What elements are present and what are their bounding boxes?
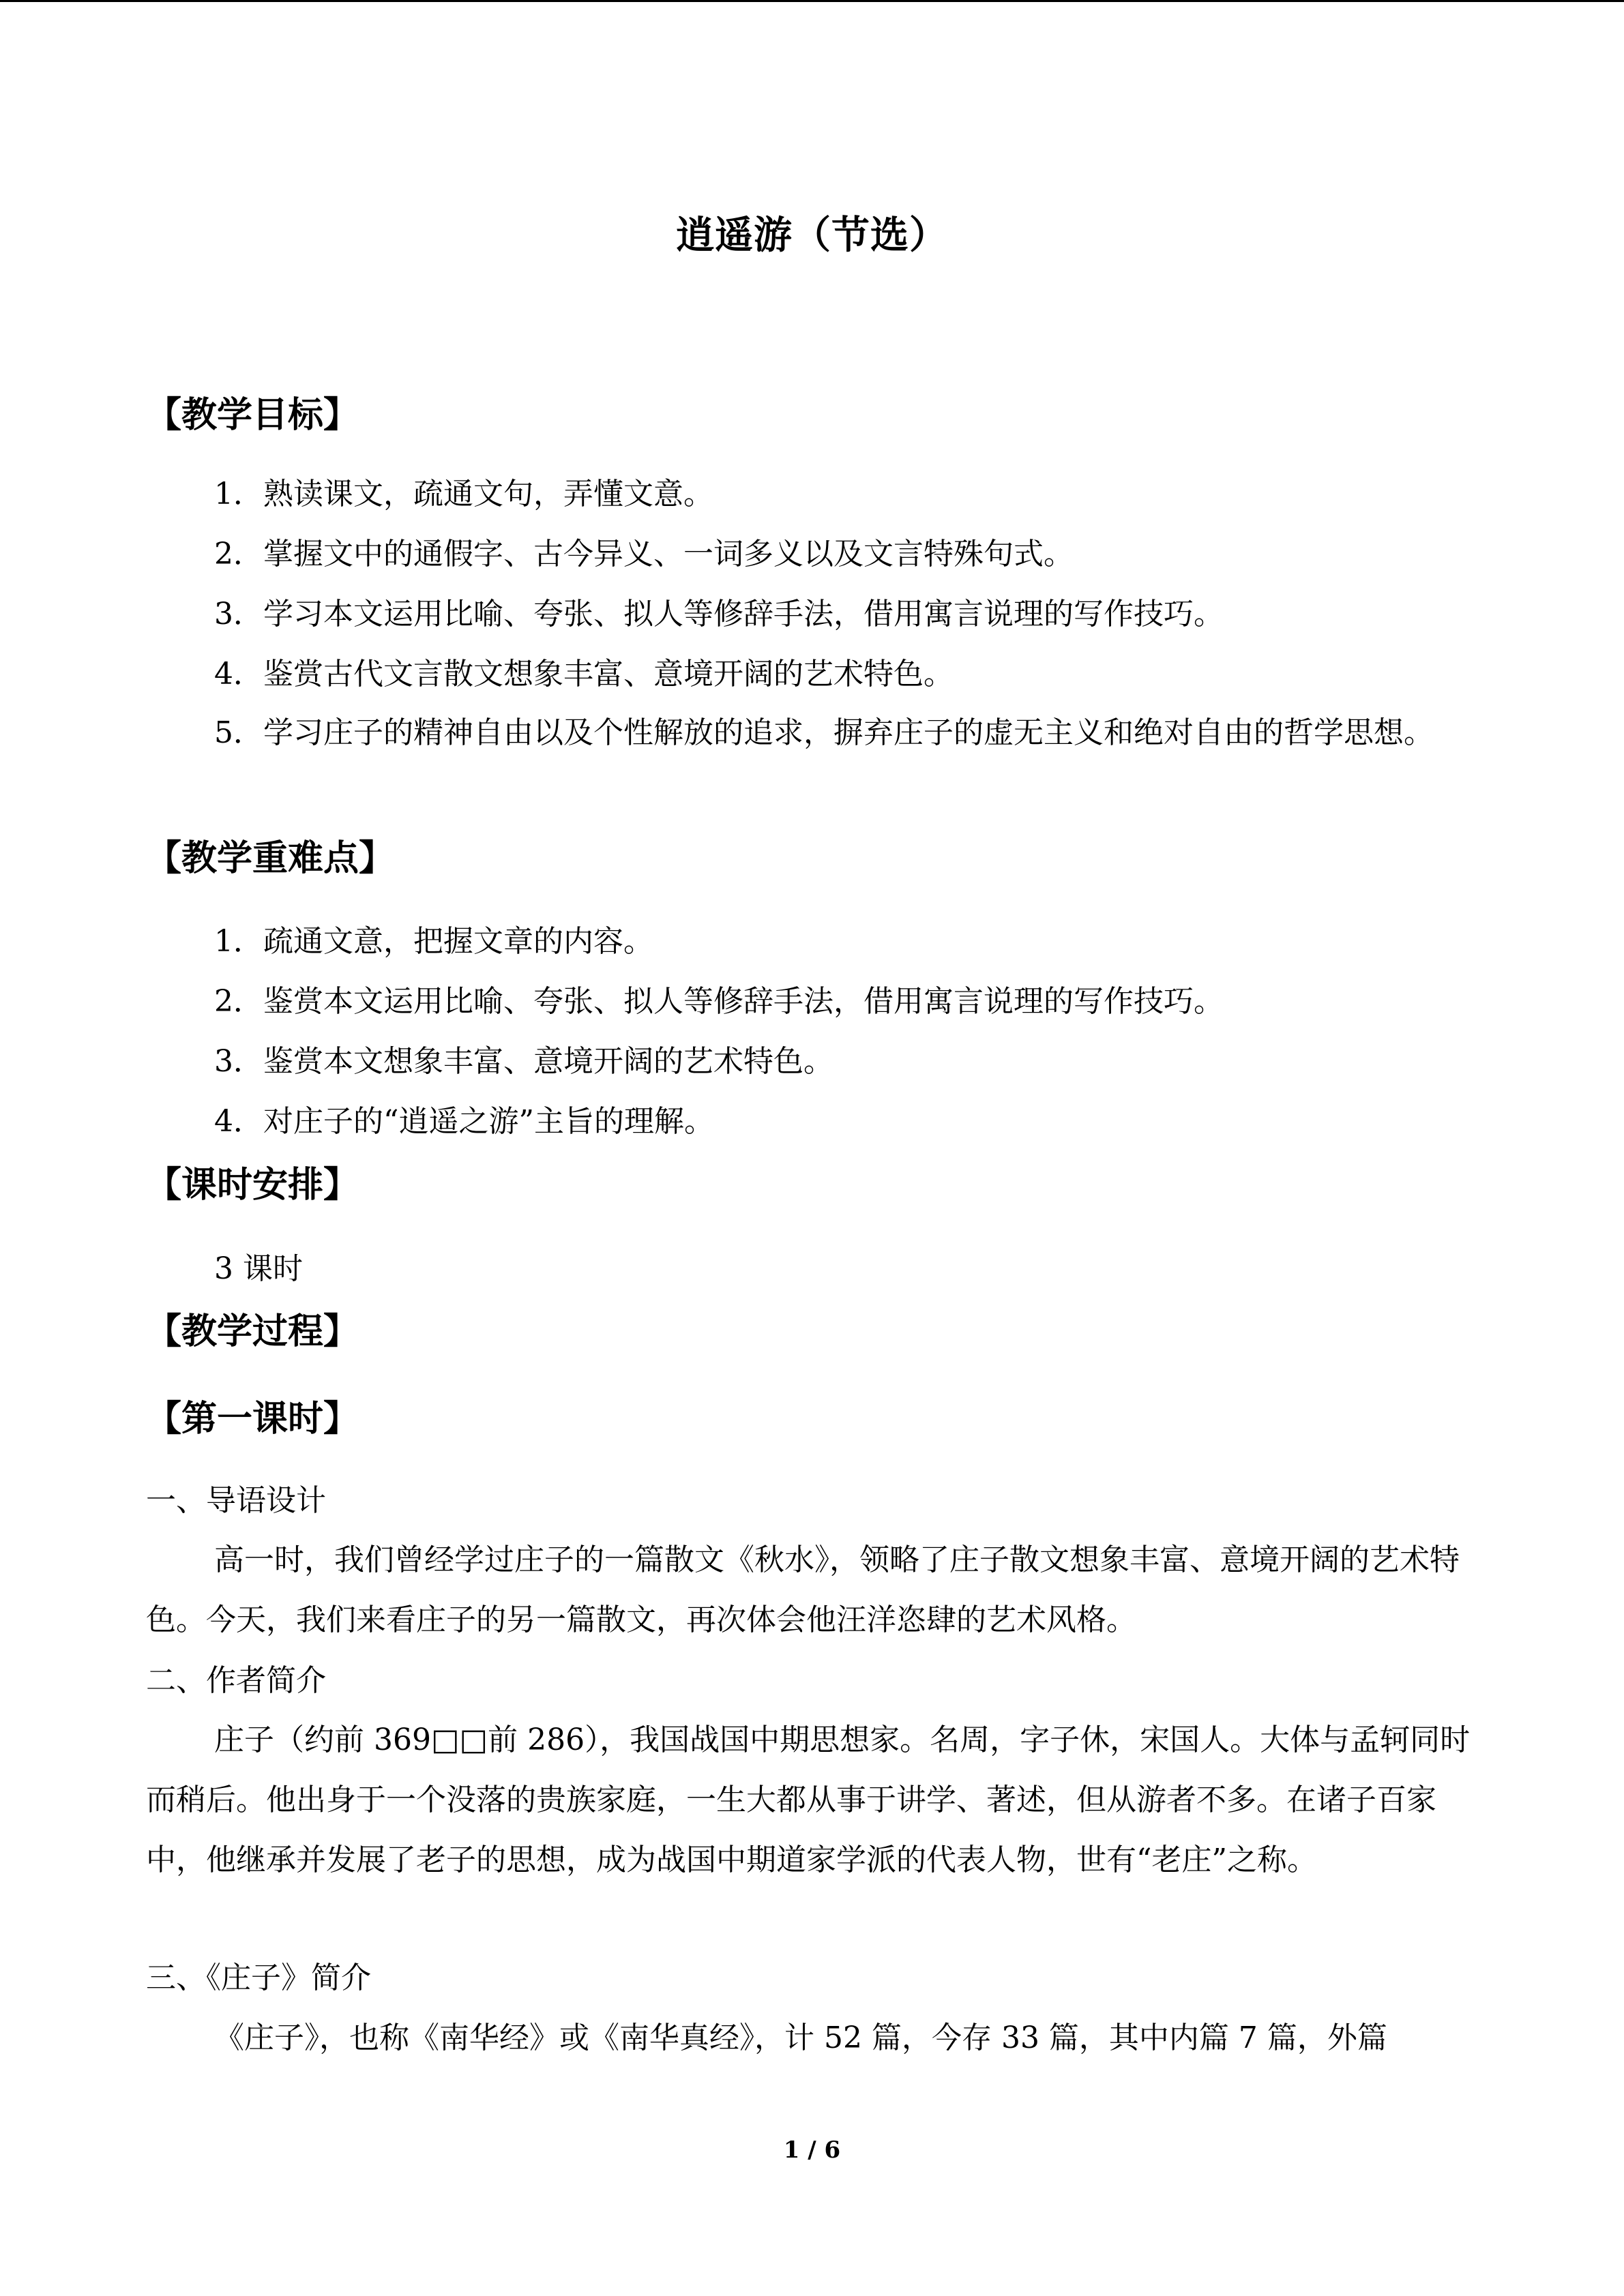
goal-item-4: 4．鉴赏古代文言散文想象丰富、意境开阔的艺术特色。 [214, 657, 954, 691]
goal-item-5: 5．学习庄子的精神自由以及个性解放的追求，摒弃庄子的虚无主义和绝对自由的哲学思想。 [214, 715, 1434, 750]
section-heading-lesson-1: 【第一课时】 [146, 1399, 359, 1440]
part-text-intro: 高一时，我们曾经学过庄子的一篇散文《秋水》，领略了庄子散文想象丰富、意境开阔的艺术特色。今天，我们来看庄子的另一篇散文，再次体会他汪洋恣肆的艺术风格。 [146, 1542, 1460, 1637]
part-text-author: 庄子（约前 369□□前 286），我国战国中期思想家。名周，字子休，宋国人。大体与孟轲同时而稍后。他出身于一个没落的贵族家庭，一生大都从事于讲学、著述，但从游者不多。在诸子百家中，他继承并发展了老子的思想，成为战国中期道家学派的代表人物，世有“老庄”之称。 [146, 1723, 1471, 1877]
section-heading-goals: 【教学目标】 [146, 395, 359, 436]
part-title-intro: 一、导语设计 [146, 1483, 326, 1518]
keypoint-item-4: 4．对庄子的“逍遥之游”主旨的理解。 [214, 1104, 714, 1139]
keypoint-item-1: 1．疏通文意，把握文章的内容。 [214, 924, 653, 959]
keypoint-item-3: 3．鉴赏本文想象丰富、意境开阔的艺术特色。 [214, 1044, 833, 1079]
section-heading-schedule: 【课时安排】 [146, 1165, 359, 1206]
top-border [0, 0, 1624, 2]
keypoint-item-2: 2．鉴赏本文运用比喻、夸张、拟人等修辞手法，借用寓言说理的写作技巧。 [214, 984, 1224, 1019]
page-number: 1 / 6 [783, 2136, 841, 2164]
part-text-book: 《庄子》，也称《南华经》或《南华真经》，计 52 篇，今存 33 篇，其中内篇 7 篇，外篇 [214, 2021, 1387, 2055]
section-heading-keypoints: 【教学重难点】 [146, 838, 395, 879]
goal-item-3: 3．学习本文运用比喻、夸张、拟人等修辞手法，借用寓言说理的写作技巧。 [214, 597, 1224, 631]
part-title-book: 三、《庄子》简介 [146, 1960, 371, 1995]
part-title-author: 二、作者简介 [146, 1663, 326, 1698]
page-title: 逍遥游（节选） [676, 213, 948, 258]
goal-item-1: 1．熟读课文，疏通文句，弄懂文意。 [214, 477, 713, 511]
goal-item-2: 2．掌握文中的通假字、古今异义、一词多义以及文言特殊句式。 [214, 537, 1074, 571]
schedule-text: 3 课时 [214, 1251, 303, 1286]
section-heading-process: 【教学过程】 [146, 1311, 359, 1352]
